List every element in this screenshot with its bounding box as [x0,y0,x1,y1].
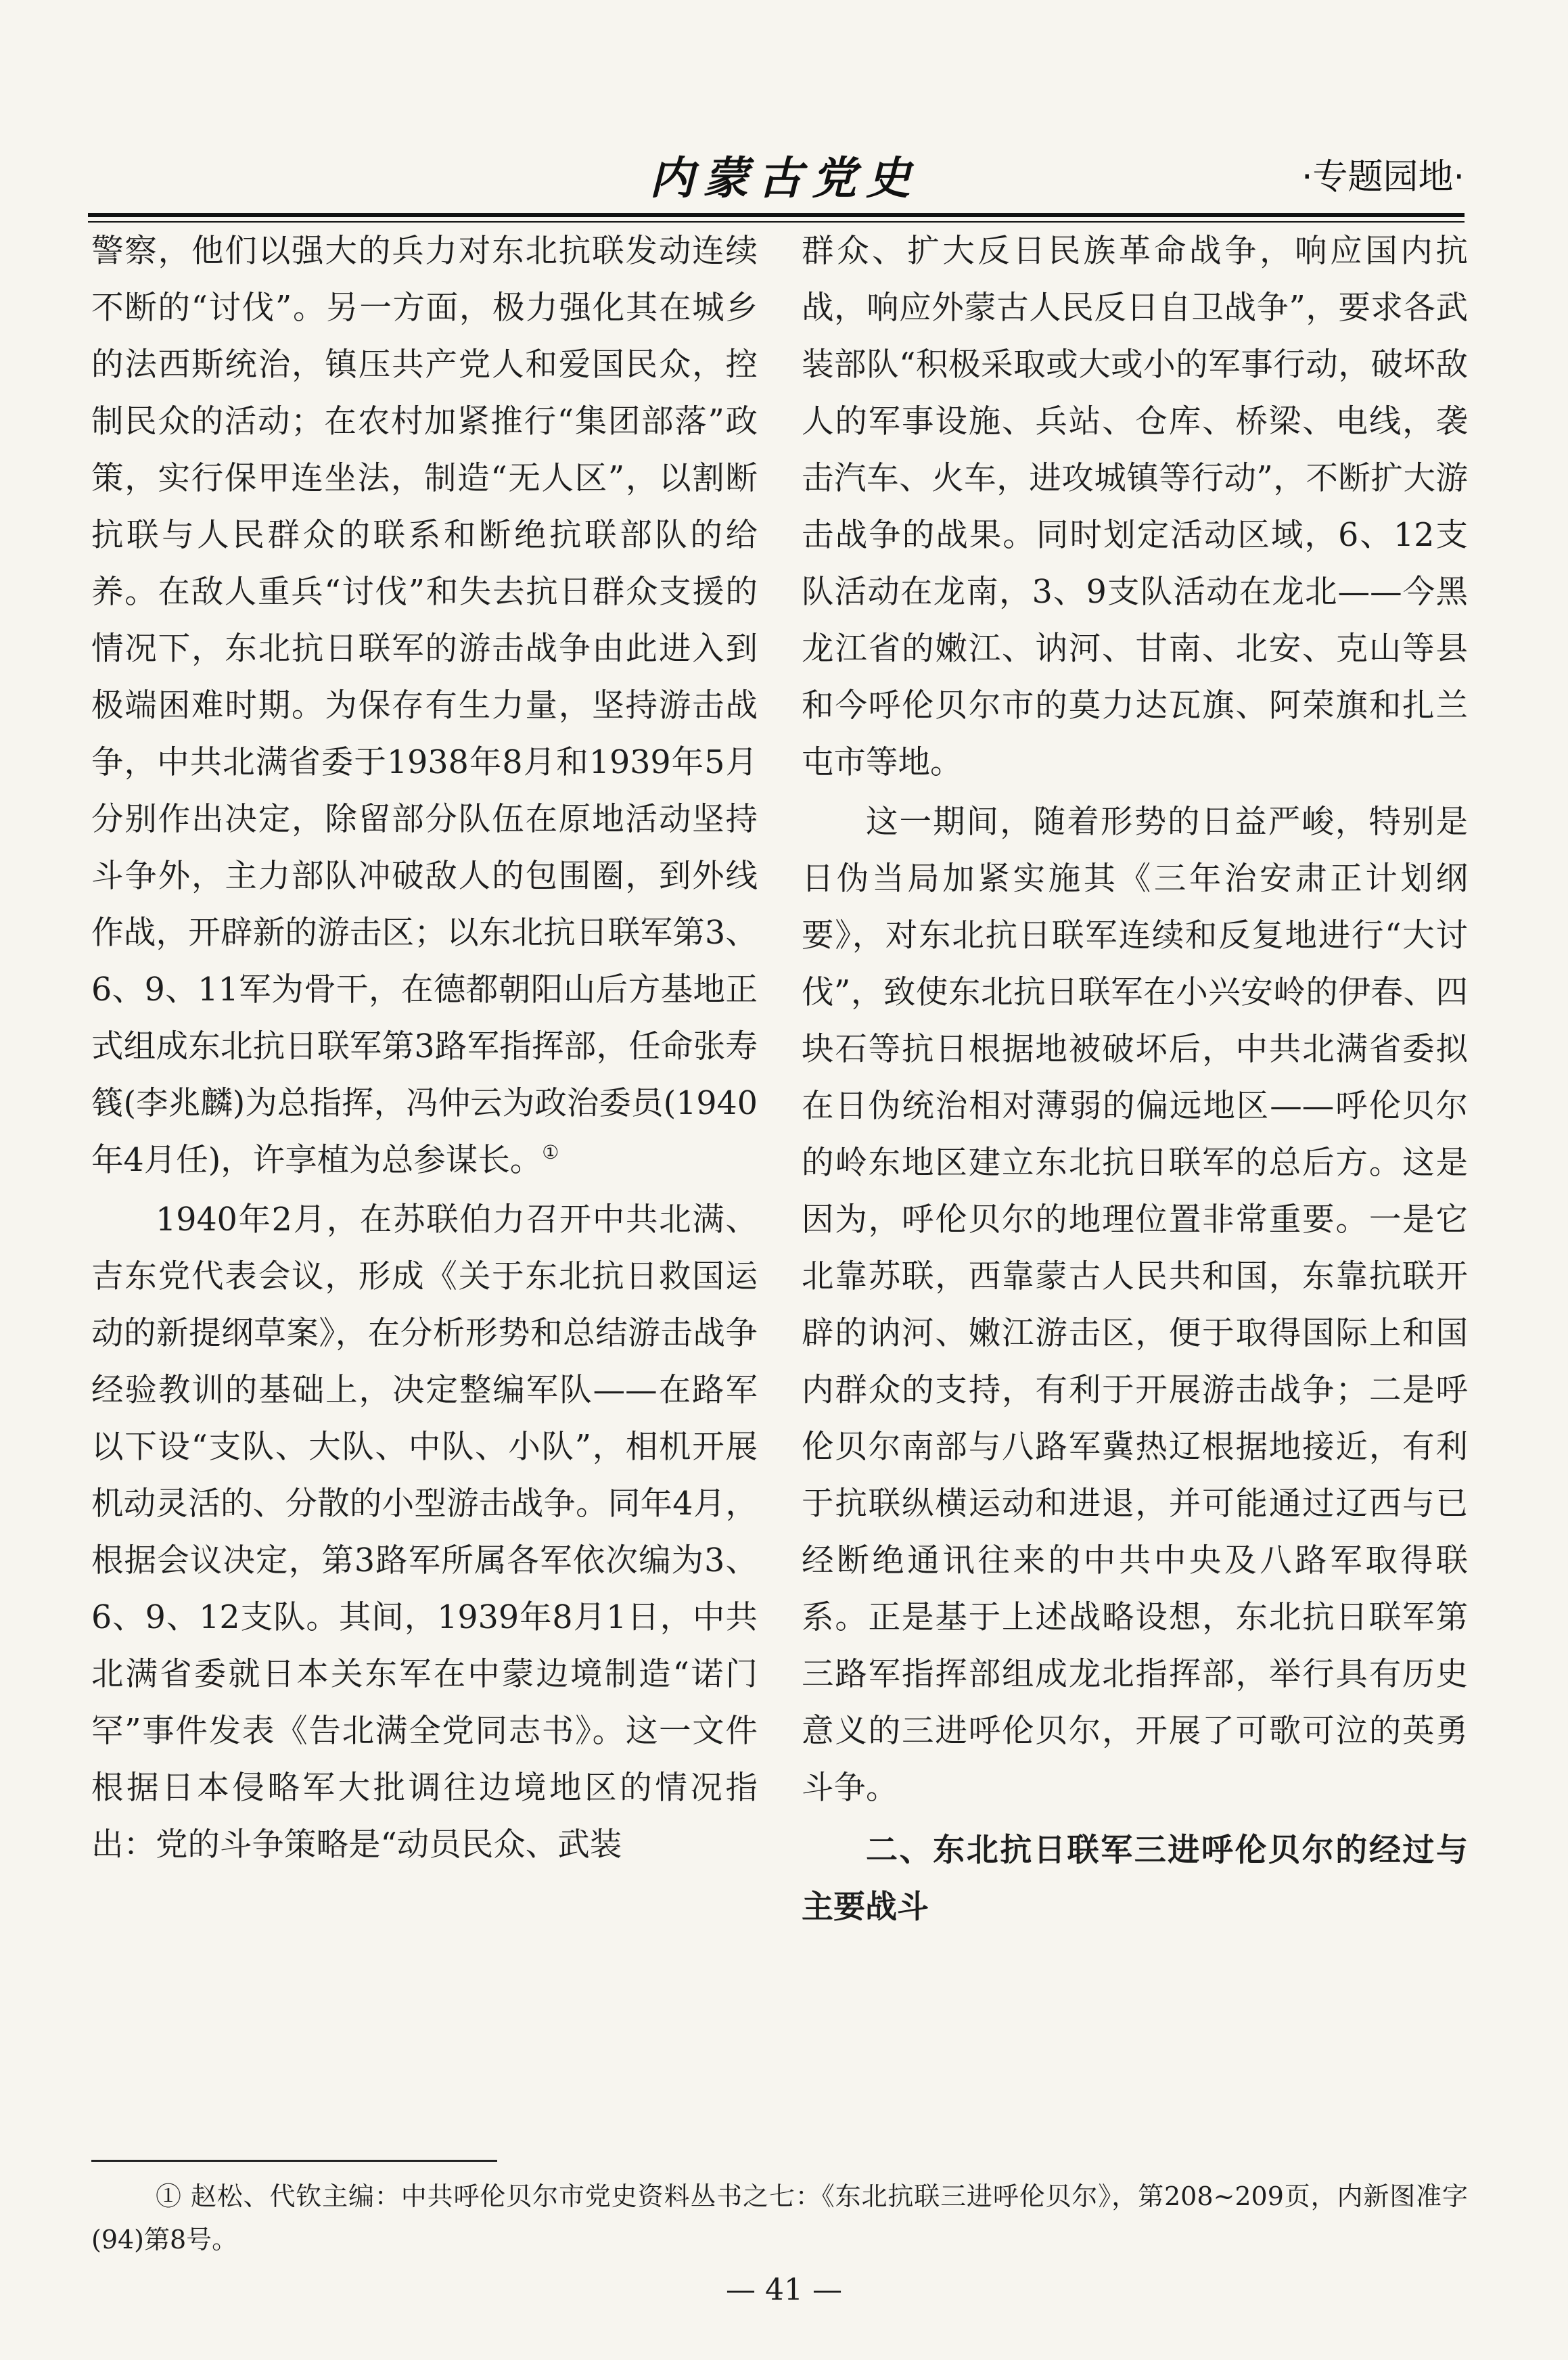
footnote-divider [91,2160,497,2162]
header-rule-thin [88,221,1465,223]
right-paragraph-1: 群众、扩大反日民族革命战争，响应国内抗战，响应外蒙古人民反日自卫战争”，要求各武装部队“积极采取或大或小的军事行动，破坏敌人的军事设施、兵站、仓库、桥梁、电线，袭击汽车、火车，进攻城镇等行动”，不断扩大游击战争的战果。同时划定活动区域，6、12支队活动在龙南，3、9支队活动在龙北——今黑龙江省的嫩江、讷河、甘南、北安、克山等县和今呼伦贝尔市的莫力达瓦旗、阿荣旗和扎兰屯市等地。 [802,233,1468,781]
header-rule-thick [88,213,1465,217]
left-column [91,223,758,1876]
journal-logo: 内蒙古党史 [649,152,920,204]
page-number: — 41 — [726,2273,842,2307]
section-label: ·专题园地· [1301,157,1465,198]
right-column [802,223,1468,1939]
right-paragraph-2: 这一期间，随着形势的日益严峻，特别是日伪当局加紧实施其《三年治安肃正计划纲要》，对东北抗日联军连续和反复地进行“大讨伐”，致使东北抗日联军在小兴安岭的伊春、四块石等抗日根据地被破坏后，中共北满省委拟在日伪统治相对薄弱的偏远地区——呼伦贝尔的岭东地区建立东北抗日联军的总后方。这是因为，呼伦贝尔的地理位置非常重要。一是它北靠苏联，西靠蒙古人民共和国，东靠抗联开辟的讷河、嫩江游击区，便于取得国际上和国内群众的支持，有利于开展游击战争；二是呼伦贝尔南部与八路军冀热辽根据地接近，有利于抗联纵横运动和进退，并可能通过辽西与已经断绝通讯往来的中共中央及八路军取得联系。正是基于上述战略设想，东北抗日联军第三路军指挥部组成龙北指挥部，举行具有历史意义的三进呼伦贝尔，开展了可歌可泣的英勇斗争。 [802,804,1469,1807]
left-paragraph-2: 1940年2月，在苏联伯力召开中共北满、吉东党代表会议，形成《关于东北抗日救国运动的新提纲草案》，在分析形势和总结游击战争经验教训的基础上，决定整编军队——在路军以下设“支队、大队、中队、小队”，相机开展机动灵活的、分散的小型游击战争。同年4月，根据会议决定，第3路军所属各军依次编为3、6、9、12支队。其间，1939年8月1日，中共北满省委就日本关东军在中蒙边境制造“诺门罕”事件发表《告北满全党同志书》。这一文件根据日本侵略军大批调往边境地区的情况指出：党的斗争策略是“动员民众、武装 [91,1201,758,1864]
section-heading: 二、东北抗日联军三进呼伦贝尔的经过与主要战斗 [802,1832,1468,1926]
page-header [88,132,1465,206]
left-paragraph-1: 警察，他们以强大的兵力对东北抗联发动连续不断的“讨伐”。另一方面，极力强化其在城乡的法西斯统治，镇压共产党人和爱国民众，控制民众的活动；在农村加紧推行“集团部落”政策，实行保甲连坐法，制造“无人区”，以割断抗联与人民群众的联系和断绝抗联部队的给养。在敌人重兵“讨伐”和失去抗日群众支援的情况下，东北抗日联军的游击战争由此进入到极端困难时期。为保存有生力量，坚持游击战争，中共北满省委于1938年8月和1939年5月分别作出决定，除留部分队伍在原地活动坚持斗争外，主力部队冲破敌人的包围圈，到外线作战，开辟新的游击区；以东北抗日联军第3、6、9、11军为骨干，在德都朝阳山后方基地正式组成东北抗日联军第3路军指挥部，任命张寿篯(李兆麟)为总指挥，冯仲云为政治委员(1940年4月任)，许享植为总参谋长。① [91,233,758,1179]
footnote: ① 赵松、代钦主编：中共呼伦贝尔市党史资料丛书之七：《东北抗联三进呼伦贝尔》，第208~209页，内新图准字(94)第8号。 [91,2181,1468,2254]
footnote-marker[interactable]: ① [542,1141,559,1163]
